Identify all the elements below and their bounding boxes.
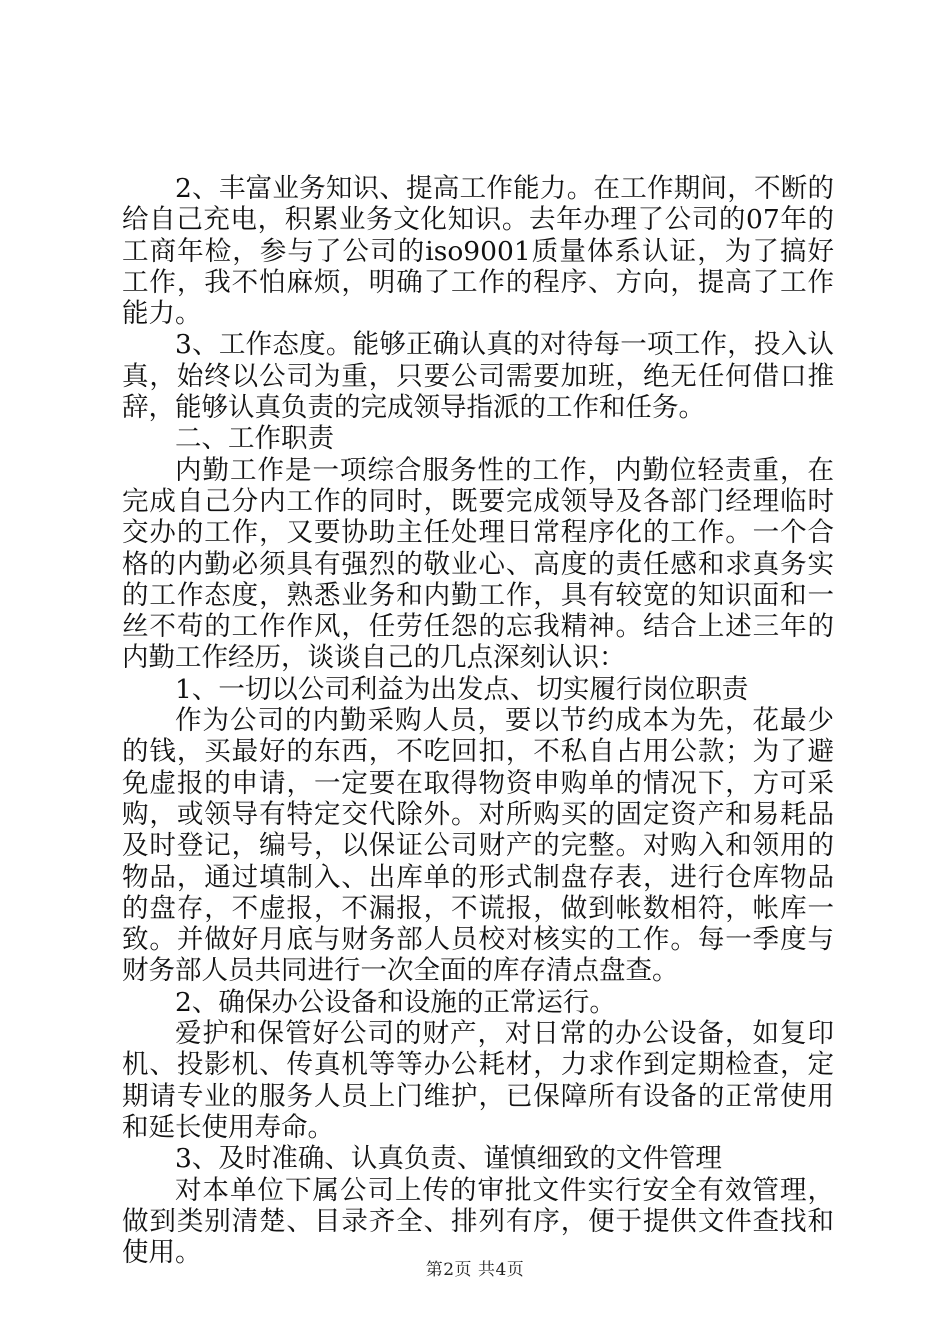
paragraph-purchasing: 作为公司的内勤采购人员，要以节约成本为先，花最少的钱，买最好的东西，不吃回扣，不私自占用公款；为了避免虚报的申请，一定要在取得物资申购单的情况下，方可采购，或领导有特定交代除外。对所购买的固定资产和易耗品及时登记，编号，以保证公司财产的完整。对购入和领用的物品，通过填制入、出库单的形式制盘存表，进行仓库物品的盘存，不虚报，不漏报，不谎报，做到帐数相符，帐库一致。并做好月底与财务部人员校对核实的工作。每一季度与财务部人员共同进行一次全面的库存清点盘查。 — [122, 705, 834, 987]
paragraph-file-management: 对本单位下属公司上传的审批文件实行安全有效管理，做到类别清楚、目录齐全、排列有序，便于提供文件查找和使用。 — [122, 1174, 834, 1269]
paragraph-equipment: 爱护和保管好公司的财产，对日常的办公设备，如复印机、投影机、传真机等等办公耗材，力求作到定期检查，定期请专业的服务人员上门维护，已保障所有设备的正常使用和延长使用寿命。 — [122, 1018, 834, 1143]
paragraph-knowledge: 2、丰富业务知识、提高工作能力。在工作期间，不断的给自己充电，积累业务文化知识。去年办理了公司的07年的工商年检，参与了公司的iso9001质量体系认证，为了搞好工作，我不怕麻烦，明确了工作的程序、方向，提高了工作能力。 — [122, 173, 834, 330]
subheading-equipment: 2、确保办公设备和设施的正常运行。 — [175, 986, 616, 1018]
subheading-file-management: 3、及时准确、认真负责、谨慎细致的文件管理 — [175, 1143, 722, 1175]
subheading-company-interest: 1、一切以公司利益为出发点、切实履行岗位职责 — [175, 673, 749, 705]
paragraph-duties-intro: 内勤工作是一项综合服务性的工作，内勤位轻责重，在完成自己分内工作的同时，既要完成领导及各部门经理临时交办的工作，又要协助主任处理日常程序化的工作。一个合格的内勤必须具有强烈的敬业心、高度的责任感和求真务实的工作态度，熟悉业务和内勤工作，具有较宽的知识面和一丝不苟的工作作风，任劳任怨的忘我精神。结合上述三年的内勤工作经历，谈谈自己的几点深刻认识： — [122, 454, 834, 674]
document-body — [122, 173, 834, 1268]
paragraph-attitude: 3、工作态度。能够正确认真的对待每一项工作，投入认真，始终以公司为重，只要公司需要加班，绝无任何借口推辞，能够认真负责的完成领导指派的工作和任务。 — [122, 329, 834, 424]
section-heading-duties: 二、工作职责 — [175, 423, 334, 455]
page-footer: 第2页 共4页 — [425, 1260, 525, 1280]
